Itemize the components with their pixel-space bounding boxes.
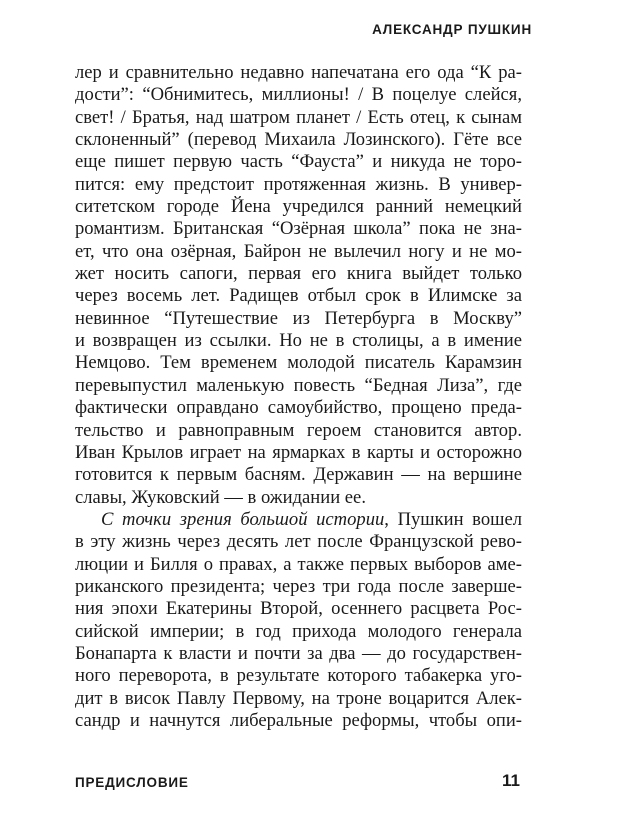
- text-line: лер и сравнительно недавно напечатана его ода “К ра-: [75, 62, 522, 83]
- text-line: через восемь лет. Радищев отбыл срок в Илимске за: [75, 285, 522, 307]
- text-line: сандр и начнутся либеральные реформы, чтобы опи-: [75, 709, 522, 731]
- text-line: ного переворота, в результате которого табакерка уго-: [75, 665, 522, 687]
- text-line: ния эпохи Екатерины Второй, осеннего расцвета Рос-: [75, 598, 522, 620]
- footer-section-title: ПРЕДИСЛОВИЕ: [75, 775, 189, 790]
- text-line: жет носить сапоги, первая его книга выйдет только: [75, 263, 522, 285]
- text-line: фактически оправдано самоубийство, прощено преда-: [75, 397, 522, 419]
- text-line: перевыпустил маленькую повесть “Бедная Лиза”, где: [75, 374, 522, 396]
- text-line: Бонапарта к власти и почти за два — до государствен-: [75, 642, 522, 664]
- text-line: тельство и равноправным героем становится автор.: [75, 419, 522, 441]
- text-line: готовится к первым басням. Державин — на вершине: [75, 464, 522, 486]
- text-line: и возвращен из ссылки. Но не в столицы, а в имение: [75, 330, 522, 352]
- page-number: 11: [502, 771, 520, 790]
- body-text: [75, 62, 522, 732]
- text-line: дости”: “Обнимитесь, миллионы! / В поцелуе слейся,: [75, 84, 522, 106]
- paragraph-lead-line: [75, 509, 522, 531]
- text-line: риканского президента; через три года после заверше-: [75, 575, 522, 597]
- running-head-author: АЛЕКСАНДР ПУШКИН: [372, 22, 532, 37]
- text-line: пится: ему предстоит протяженная жизнь. В универ-: [75, 173, 522, 195]
- text-line: Немцово. Тем временем молодой писатель Карамзин: [75, 352, 522, 374]
- text-line: дит в висок Павлу Первому, на троне воцарится Алек-: [75, 687, 522, 709]
- text-line: невинное “Путешествие из Петербурга в Москву”: [75, 307, 522, 329]
- text-line: Иван Крылов играет на ярмарках в карты и осторожно: [75, 441, 522, 463]
- text-line: склоненный” (перевод Михаила Лозинского). Гёте все: [75, 129, 522, 151]
- text-line: люции и Билля о правах, а также первых выборов аме-: [75, 553, 522, 575]
- lead-line-rest: , Пушкин вошел: [384, 508, 522, 530]
- text-line: романтизм. Британская “Озёрная школа” пока не зна-: [75, 218, 522, 240]
- text-line: ет, что она озёрная, Байрон не вылечил ногу и не мо-: [75, 240, 522, 262]
- italic-phrase: С точки зрения большой истории: [101, 508, 385, 530]
- text-line: еще пишет первую часть “Фауста” и никуда не торо-: [75, 151, 522, 173]
- text-line: в эту жизнь через десять лет после Французской рево-: [75, 531, 522, 553]
- text-line: свет! / Братья, над шатром планет / Есть отец, к сынам: [75, 106, 522, 128]
- text-line: ситетском городе Йена учредился ранний немецкий: [75, 196, 522, 218]
- text-line: сийской империи; в год прихода молодого генерала: [75, 620, 522, 642]
- text-line: славы, Жуковский — в ожидании ее.: [75, 486, 366, 508]
